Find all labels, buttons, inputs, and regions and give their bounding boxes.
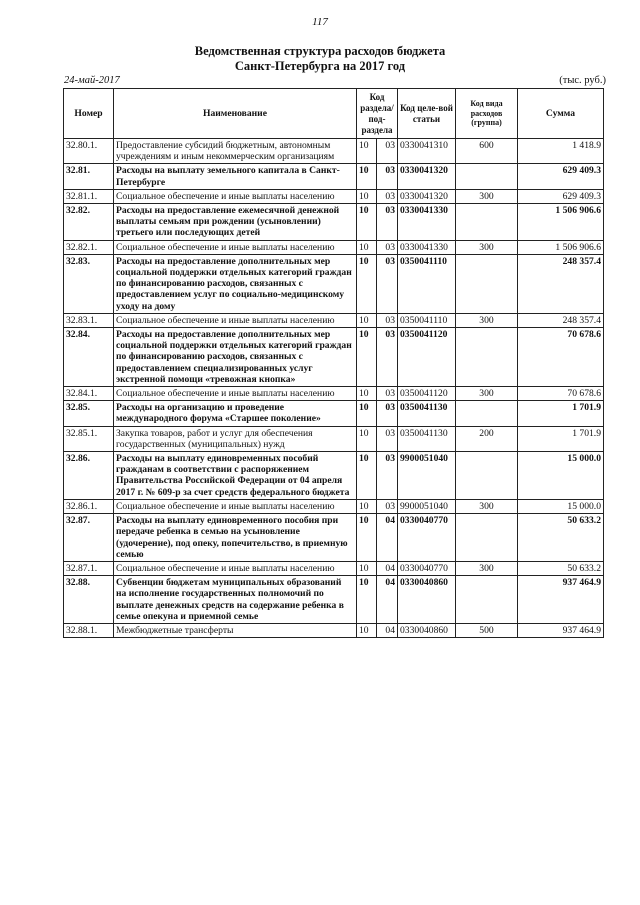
row-number: 32.86. [64, 452, 114, 500]
row-target: 0350041120 [398, 328, 456, 387]
row-target: 0330040770 [398, 561, 456, 575]
row-number: 32.86.1. [64, 499, 114, 513]
row-target: 9900051040 [398, 499, 456, 513]
row-section: 10 [357, 254, 377, 313]
row-number: 32.87.1. [64, 561, 114, 575]
row-subsection: 03 [377, 313, 398, 327]
row-expense-type [456, 401, 518, 426]
table-row [64, 452, 604, 500]
row-number: 32.82.1. [64, 240, 114, 254]
row-section: 10 [357, 561, 377, 575]
row-amount: 1 506 906.6 [518, 204, 604, 241]
row-name: Предоставление субсидий бюджетным, автономным учреждениям и иным некоммерческим организациям [114, 139, 357, 164]
title-line-1: Ведомственная структура расходов бюджета [194, 44, 446, 58]
row-number: 32.83. [64, 254, 114, 313]
budget-table [63, 88, 604, 638]
row-section: 10 [357, 204, 377, 241]
row-expense-type: 300 [456, 499, 518, 513]
row-amount: 70 678.6 [518, 328, 604, 387]
row-target: 9900051040 [398, 452, 456, 500]
row-name: Расходы на предоставление дополнительных мер социальной поддержки отдельных категорий граждан по финансированию расходов, связанных с предоставлением специализированных услуг экстренной помощи «тревожная кнопка» [114, 328, 357, 387]
table-row [64, 254, 604, 313]
document-title [0, 44, 640, 74]
row-section: 10 [357, 387, 377, 401]
row-name: Закупка товаров, работ и услуг для обеспечения государственных (муниципальных) нужд [114, 426, 357, 451]
row-section: 10 [357, 514, 377, 562]
row-expense-type [456, 328, 518, 387]
row-subsection: 03 [377, 254, 398, 313]
row-number: 32.83.1. [64, 313, 114, 327]
row-target: 0330040860 [398, 576, 456, 624]
table-row [64, 499, 604, 513]
row-number: 32.80.1. [64, 139, 114, 164]
table-row [64, 623, 604, 637]
header-section: Код раздела/ под-раздела [357, 89, 398, 139]
row-subsection: 03 [377, 452, 398, 500]
row-target: 0330041310 [398, 139, 456, 164]
header-number: Номер [64, 89, 114, 139]
row-expense-type [456, 254, 518, 313]
row-name: Социальное обеспечение и иные выплаты населению [114, 313, 357, 327]
row-amount: 50 633.2 [518, 514, 604, 562]
row-name: Социальное обеспечение и иные выплаты населению [114, 387, 357, 401]
row-expense-type: 300 [456, 313, 518, 327]
row-section: 10 [357, 452, 377, 500]
row-section: 10 [357, 164, 377, 189]
table-row [64, 139, 604, 164]
row-amount: 248 357.4 [518, 254, 604, 313]
row-subsection: 04 [377, 576, 398, 624]
row-expense-type [456, 514, 518, 562]
table-row [64, 204, 604, 241]
row-number: 32.85. [64, 401, 114, 426]
row-target: 0350041130 [398, 401, 456, 426]
header-target: Код целе-вой статьи [398, 89, 456, 139]
table-row [64, 189, 604, 203]
row-name: Социальное обеспечение и иные выплаты населению [114, 499, 357, 513]
table-header-row [64, 89, 604, 139]
row-amount: 248 357.4 [518, 313, 604, 327]
row-number: 32.88. [64, 576, 114, 624]
row-section: 10 [357, 623, 377, 637]
row-amount: 1 418.9 [518, 139, 604, 164]
row-expense-type: 500 [456, 623, 518, 637]
row-amount: 937 464.9 [518, 576, 604, 624]
row-subsection: 04 [377, 561, 398, 575]
row-amount: 15 000.0 [518, 499, 604, 513]
row-name: Расходы на предоставление дополнительных мер социальной поддержки отдельных категорий граждан по финансированию расходов, связанных с предоставлением услуг по социально-медицинскому уходу на дому [114, 254, 357, 313]
row-amount: 1 506 906.6 [518, 240, 604, 254]
header-amount: Сумма [518, 89, 604, 139]
table-row [64, 561, 604, 575]
row-target: 0330041330 [398, 204, 456, 241]
row-target: 0350041120 [398, 387, 456, 401]
row-section: 10 [357, 426, 377, 451]
header-expense-type: Код вида расходов (группа) [456, 89, 518, 139]
row-amount: 50 633.2 [518, 561, 604, 575]
row-subsection: 04 [377, 514, 398, 562]
table-row [64, 401, 604, 426]
row-name: Расходы на предоставление ежемесячной денежной выплаты семьям при рождении (усыновлении) третьего или последующих детей [114, 204, 357, 241]
row-section: 10 [357, 313, 377, 327]
row-section: 10 [357, 401, 377, 426]
row-number: 32.88.1. [64, 623, 114, 637]
row-section: 10 [357, 499, 377, 513]
row-expense-type [456, 164, 518, 189]
row-number: 32.81.1. [64, 189, 114, 203]
row-amount: 70 678.6 [518, 387, 604, 401]
row-name: Расходы на организацию и проведение международного форума «Старшее поколение» [114, 401, 357, 426]
row-name: Расходы на выплату единовременного пособия при передаче ребенка в семью на усыновление (удочерение), под опеку, попечительство, в приемную семью [114, 514, 357, 562]
row-name: Социальное обеспечение и иные выплаты населению [114, 561, 357, 575]
row-section: 10 [357, 240, 377, 254]
row-subsection: 03 [377, 164, 398, 189]
row-target: 0350041110 [398, 254, 456, 313]
row-subsection: 04 [377, 623, 398, 637]
row-subsection: 03 [377, 328, 398, 387]
row-section: 10 [357, 189, 377, 203]
row-section: 10 [357, 328, 377, 387]
row-expense-type: 600 [456, 139, 518, 164]
row-subsection: 03 [377, 401, 398, 426]
table-row [64, 514, 604, 562]
row-subsection: 03 [377, 189, 398, 203]
row-number: 32.84.1. [64, 387, 114, 401]
row-amount: 629 409.3 [518, 189, 604, 203]
row-section: 10 [357, 139, 377, 164]
table-row [64, 240, 604, 254]
document-date: 24-май-2017 [64, 75, 120, 86]
row-subsection: 03 [377, 139, 398, 164]
row-subsection: 03 [377, 387, 398, 401]
row-amount: 1 701.9 [518, 401, 604, 426]
row-amount: 937 464.9 [518, 623, 604, 637]
row-name: Субвенции бюджетам муниципальных образований на исполнение государственных полномочий по выплате денежных средств на содержание ребенка в семье опекуна и приемной семье [114, 576, 357, 624]
row-number: 32.84. [64, 328, 114, 387]
row-expense-type: 200 [456, 426, 518, 451]
row-subsection: 03 [377, 240, 398, 254]
row-target: 0330041330 [398, 240, 456, 254]
table-row [64, 164, 604, 189]
row-name: Социальное обеспечение и иные выплаты населению [114, 189, 357, 203]
row-target: 0330041320 [398, 164, 456, 189]
row-name: Расходы на выплату единовременных пособий гражданам в соответствии с распоряжением Правительства Российской Федерации от 04 апреля 2017 г. № 609-р за счет средств федерального бюджета [114, 452, 357, 500]
row-amount: 629 409.3 [518, 164, 604, 189]
table-body [64, 139, 604, 638]
table-row [64, 576, 604, 624]
table-row [64, 328, 604, 387]
header-name: Наименование [114, 89, 357, 139]
row-target: 0350041130 [398, 426, 456, 451]
row-expense-type: 300 [456, 240, 518, 254]
row-subsection: 03 [377, 499, 398, 513]
table-row [64, 387, 604, 401]
title-line-2: Санкт-Петербурга на 2017 год [234, 59, 406, 73]
row-expense-type [456, 576, 518, 624]
units-label: (тыс. руб.) [559, 75, 606, 86]
row-name: Расходы на выплату земельного капитала в Санкт-Петербурге [114, 164, 357, 189]
row-subsection: 03 [377, 204, 398, 241]
row-section: 10 [357, 576, 377, 624]
row-number: 32.81. [64, 164, 114, 189]
row-subsection: 03 [377, 426, 398, 451]
row-expense-type [456, 204, 518, 241]
table-row [64, 313, 604, 327]
row-target: 0330040860 [398, 623, 456, 637]
row-amount: 15 000.0 [518, 452, 604, 500]
row-name: Межбюджетные трансферты [114, 623, 357, 637]
row-number: 32.82. [64, 204, 114, 241]
table-row [64, 426, 604, 451]
page-number: 117 [312, 16, 328, 28]
row-number: 32.85.1. [64, 426, 114, 451]
row-target: 0330040770 [398, 514, 456, 562]
row-amount: 1 701.9 [518, 426, 604, 451]
row-target: 0350041110 [398, 313, 456, 327]
row-expense-type: 300 [456, 387, 518, 401]
row-name: Социальное обеспечение и иные выплаты населению [114, 240, 357, 254]
row-expense-type: 300 [456, 561, 518, 575]
row-target: 0330041320 [398, 189, 456, 203]
row-expense-type [456, 452, 518, 500]
row-expense-type: 300 [456, 189, 518, 203]
row-number: 32.87. [64, 514, 114, 562]
